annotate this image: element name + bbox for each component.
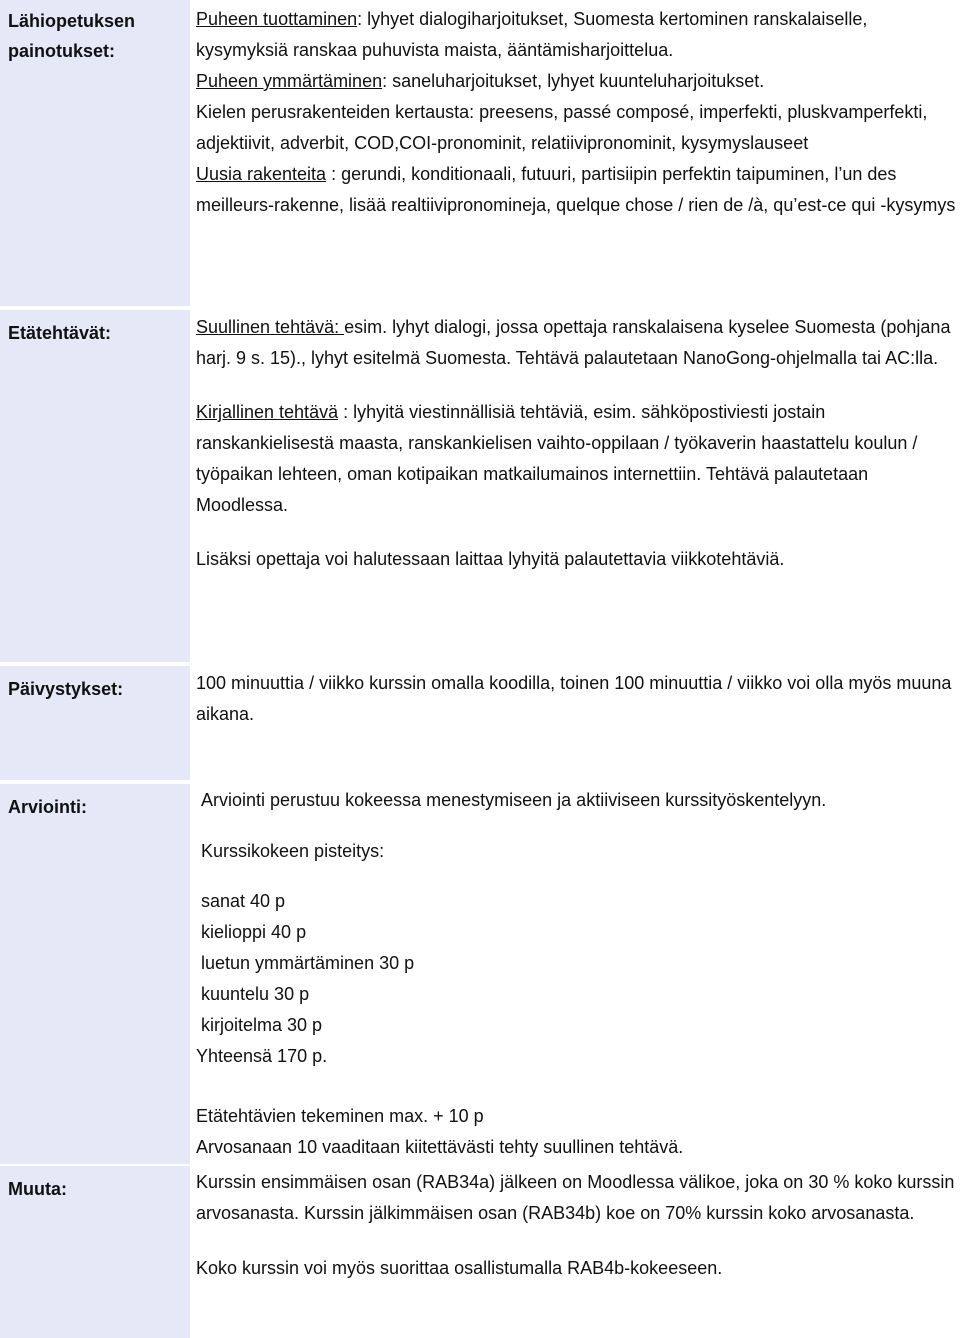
row-label-focus: Lähiopetuksen painotukset: <box>0 0 190 306</box>
row-content-focus <box>196 4 960 221</box>
row-duty <box>0 666 960 780</box>
speech-production-paragraph <box>196 4 960 66</box>
oral-task-paragraph <box>196 312 960 374</box>
list-item: sanat 40 p <box>201 891 286 911</box>
speech-production-text: : lyhyet dialogiharjoitukset, Suomesta kertominen ranskalaiselle, kysymyksiä ranskaa puhuvista maista, ääntämisharjoittelua. <box>196 9 868 60</box>
grade-requirement: Arvosanaan 10 vaaditaan kiitettävästi tehty suullinen tehtävä. <box>196 1137 684 1157</box>
row-content-duty <box>196 668 960 730</box>
written-task-paragraph <box>196 397 960 521</box>
speech-production-heading: Puheen tuottaminen <box>196 9 358 29</box>
extra-tasks-paragraph: Lisäksi opettaja voi halutessaan laittaa lyhyitä palautettavia viikkotehtäviä. <box>196 549 785 569</box>
speech-comprehension-paragraph <box>196 66 960 97</box>
new-structures-heading: Uusia rakenteita <box>196 164 327 184</box>
row-distance <box>0 310 960 662</box>
bonus-points: Etätehtävien tekeminen max. + 10 p <box>196 1106 484 1126</box>
speech-comprehension-heading: Puheen ymmärtäminen <box>196 71 383 91</box>
row-label-assessment: Arviointi: <box>0 784 190 1164</box>
row-focus <box>0 0 960 306</box>
list-item: kuuntelu 30 p <box>201 984 310 1004</box>
scoring-list <box>196 886 960 1041</box>
written-task-text: : lyhyitä viestinnällisiä tehtäviä, esim. sähköpostiviesti jostain ranskankielisestä maasta, ranskankielisen vaihto-oppilaan / työkaverin haastattelu koulun / työpaikan lehteen, oman kotipaikan matkailumainos internettiin. Tehtävä palautetaan Moodlessa. <box>196 402 918 515</box>
oral-task-heading: Suullinen tehtävä: <box>196 317 345 337</box>
row-label-duty: Päivystykset: <box>0 666 190 780</box>
new-structures-text: : gerundi, konditionaali, futuuri, partisiipin perfektin taipuminen, l’un des meilleurs-rakenne, lisää realtiivipronomineja, quelque chose / rien de /à, qu’est-ce qui -kysymys <box>196 164 956 215</box>
grammar-review-paragraph: Kielen perusrakenteiden kertausta: preesens, passé composé, imperfekti, pluskvamperfekti, adjektiivit, adverbit, COD,COI-pronominit, relatiivipronominit, kysymyslauseet <box>196 102 928 153</box>
row-content-assessment <box>196 785 960 1163</box>
row-label-distance: Etätehtävät: <box>0 310 190 662</box>
row-other <box>0 1166 960 1338</box>
list-item: luetun ymmärtäminen 30 p <box>201 953 415 973</box>
list-item: kielioppi 40 p <box>201 922 307 942</box>
oral-task-text: esim. lyhyt dialogi, jossa opettaja ranskalaisena kyselee Suomesta (pohjana harj. 9 s. 15)., lyhyt esitelmä Suomesta. Tehtävä palautetaan NanoGong-ohjelmalla tai AC:lla. <box>196 317 951 368</box>
scoring-total: Yhteensä 170 p. <box>196 1046 328 1066</box>
written-task-heading: Kirjallinen tehtävä <box>196 402 339 422</box>
speech-comprehension-text: : saneluharjoitukset, lyhyet kuunteluharjoitukset. <box>382 71 765 91</box>
row-label-other: Muuta: <box>0 1166 190 1338</box>
assessment-intro: Arviointi perustuu kokeessa menestymiseen ja aktiiviseen kurssityöskentelyyn. <box>201 790 827 810</box>
list-item: kirjoitelma 30 p <box>201 1015 323 1035</box>
row-content-other <box>196 1167 960 1284</box>
row-content-distance <box>196 312 960 575</box>
scoring-title: Kurssikokeen pisteitys: <box>201 841 385 861</box>
duty-text: 100 minuuttia / viikko kurssin omalla koodilla, toinen 100 minuuttia / viikko voi olla myös muuna aikana. <box>196 673 952 724</box>
new-structures-paragraph <box>196 159 960 221</box>
row-assessment <box>0 784 960 1164</box>
alternative-exam-paragraph: Koko kurssin voi myös suorittaa osallistumalla RAB4b-kokeeseen. <box>196 1258 723 1278</box>
exam-structure-paragraph: Kurssin ensimmäisen osan (RAB34a) jälkeen on Moodlessa välikoe, joka on 30 % koko kurssin arvosanasta. Kurssin jälkimmäisen osan (RAB34b) koe on 70% kurssin koko arvosanasta. <box>196 1172 955 1223</box>
